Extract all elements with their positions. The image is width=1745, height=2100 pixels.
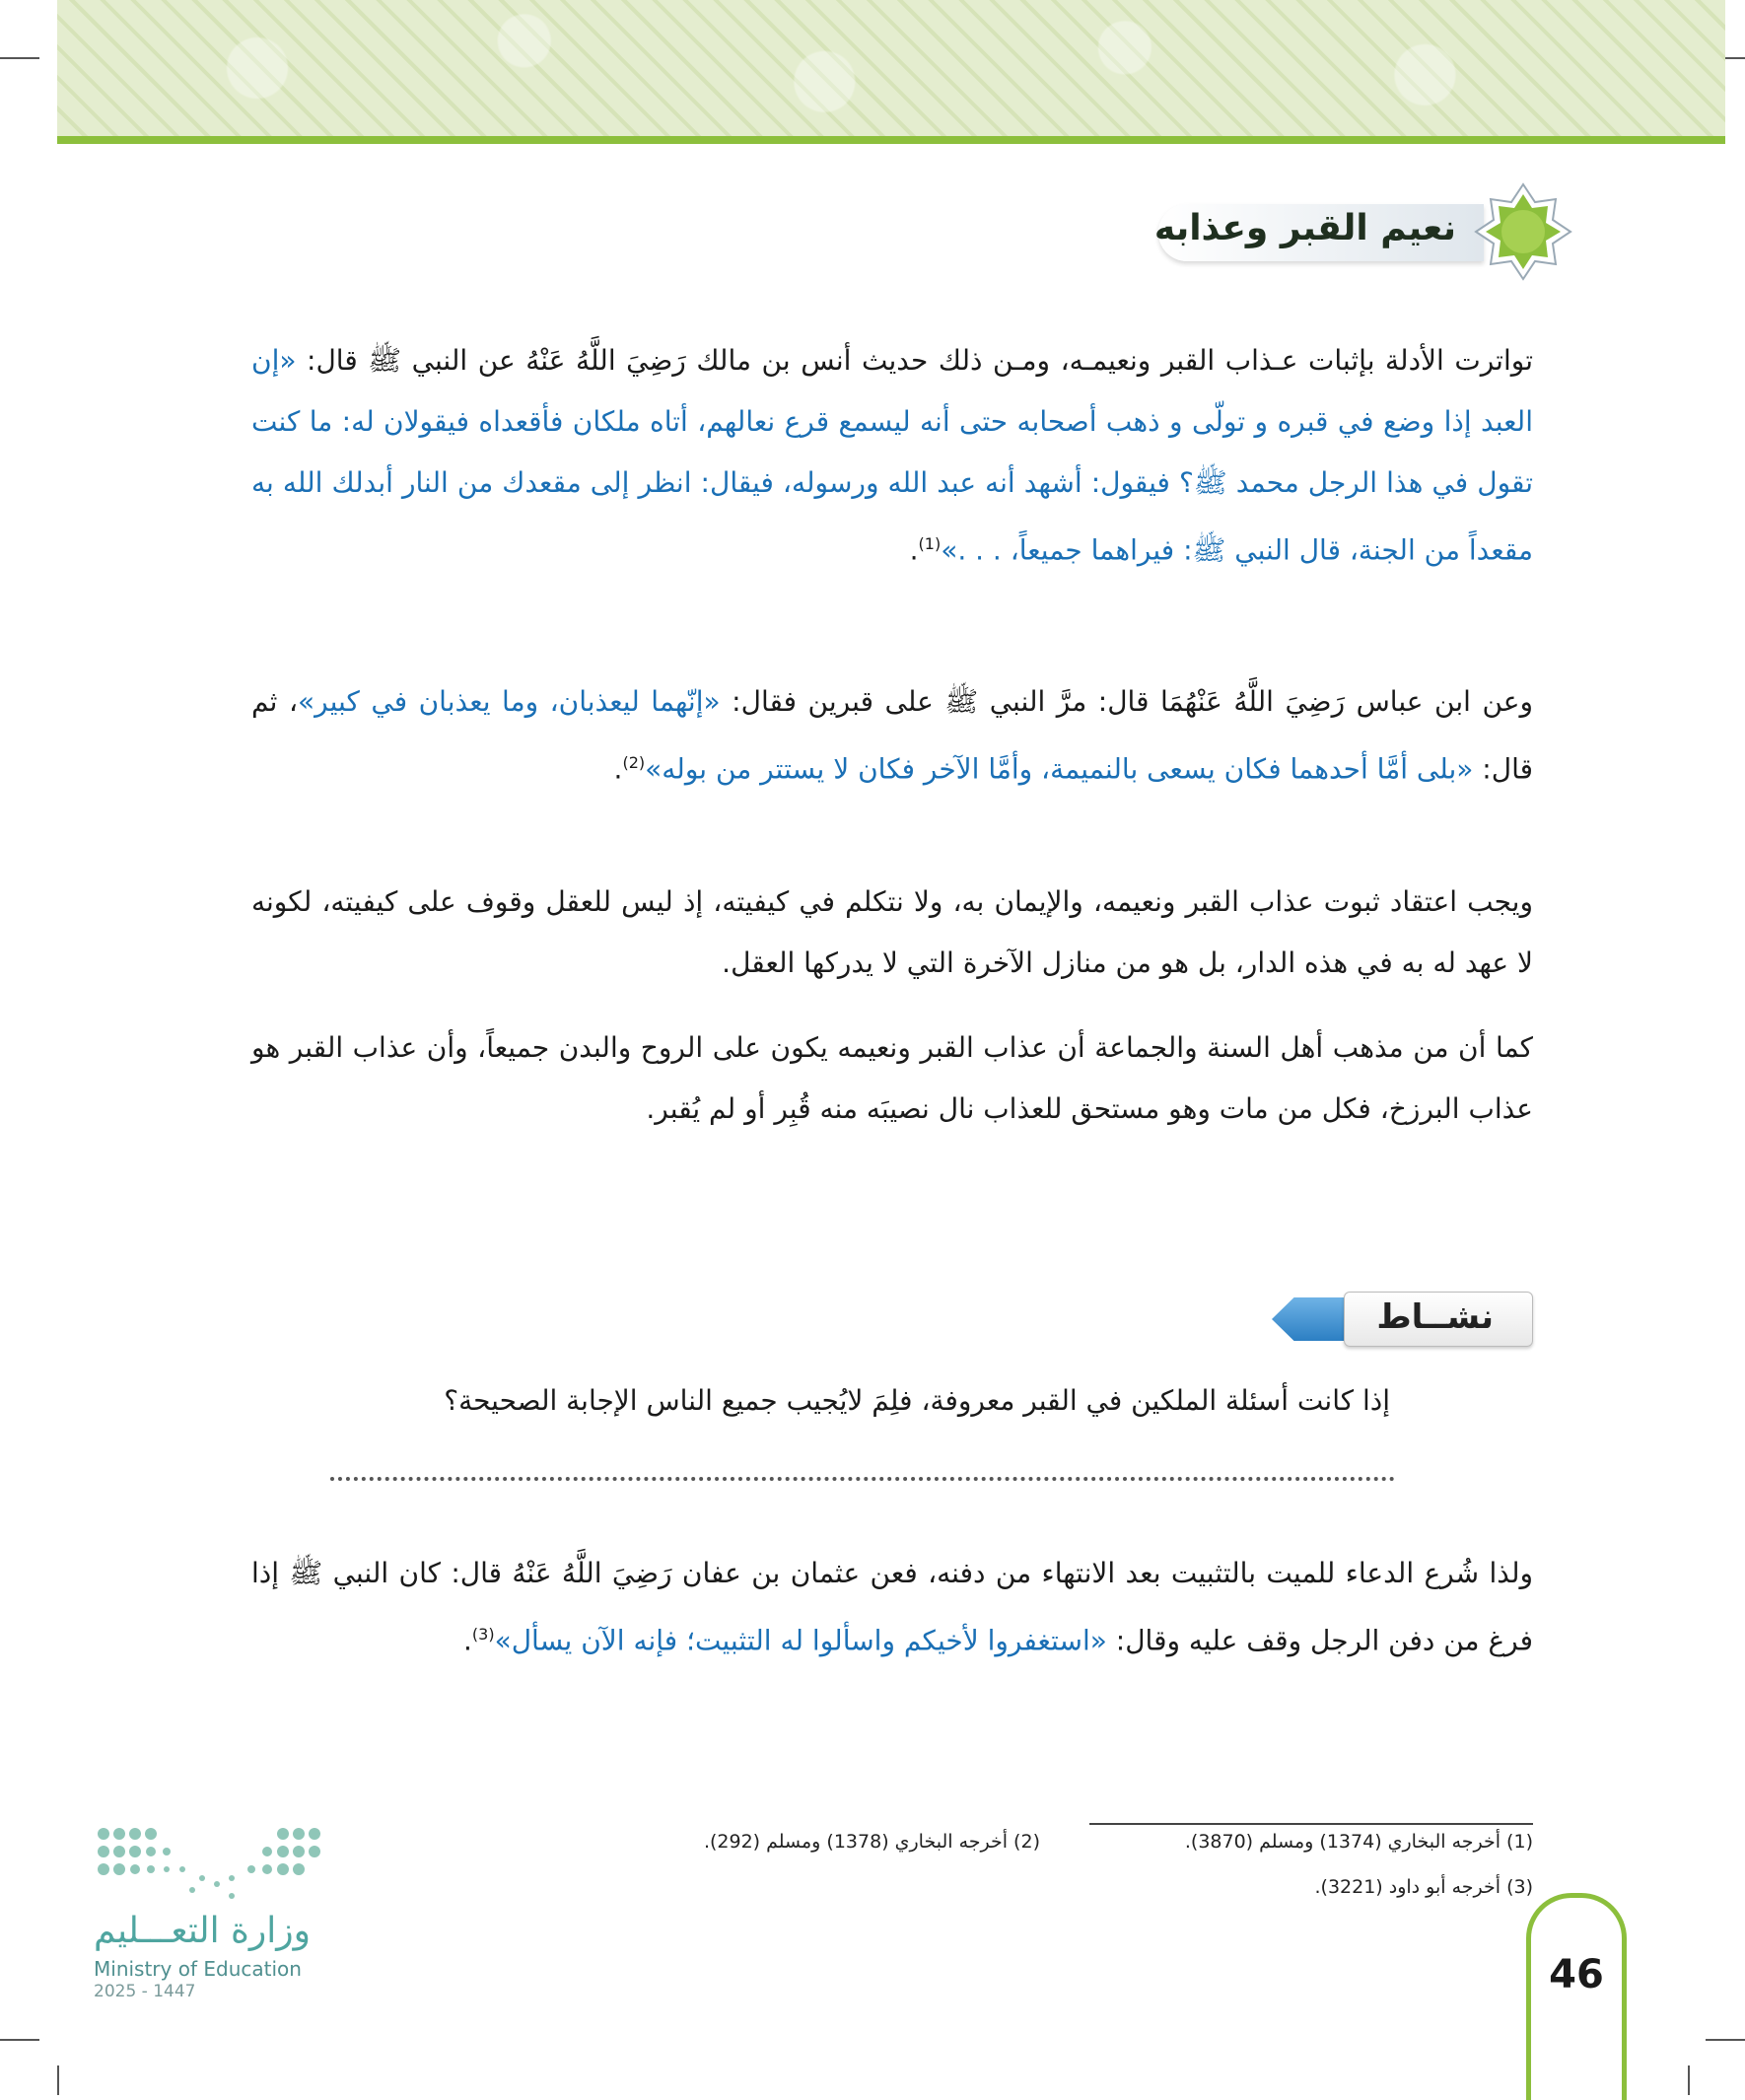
paragraph-text: ولذا شُرع الدعاء للميت بالتثبيت بعد الانتهاء من دفنه، فعن عثمان بن عفان رَضِيَ اللَّهُ عَنْهُ قال: كان النبي ﷺ إذا فرغ من دفن الرجل وقف عليه وقال: bbox=[251, 1557, 1533, 1657]
ministry-year: 2025 - 1447 bbox=[94, 1982, 196, 2001]
hadith-quote: «إن العبد إذا وضع في قبره و تولّى و ذهب أصحابه حتى أنه ليسمع قرع نعالهم، أتاه ملكان فأقعداه فيقولان له: ما كنت تقول في هذا الرجل محمد ﷺ؟ فيقول: أشهد أنه عبد الله ورسوله، فيقال: انظر إلى مقعدك من النار أبدلك الله به مقعداً من الجنة، قال النبي ﷺ: فيراهما جميعاً، . . .» bbox=[251, 344, 1533, 567]
hadith-quote: «إنّهما ليعذبان، وما يعذبان في كبير» bbox=[298, 685, 721, 718]
ministry-name-ar: وزارة التعـــليم bbox=[94, 1911, 312, 1951]
ministry-name-en: Ministry of Education bbox=[94, 1957, 302, 1981]
activity-label: نشــاط bbox=[1376, 1297, 1494, 1337]
paragraph-text: تواترت الأدلة بإثبات عـذاب القبر ونعيمـه، ومـن ذلك حديث أنس بن مالك رَضِيَ اللَّهُ عَنْهُ عن النبي ﷺ قال: bbox=[296, 344, 1533, 377]
paragraph-ibn-abbas-hadith bbox=[251, 671, 1533, 800]
activity-tab bbox=[1272, 1292, 1533, 1347]
page-number-tab bbox=[1526, 1893, 1627, 2100]
paragraph-belief: ويجب اعتقاد ثبوت عذاب القبر ونعيمه، والإيمان به، ولا نتكلم في كيفيته، إذ ليس للعقل وقوف على كيفيته، لكونه لا عهد له به في هذه الدار، بل هو من منازل الآخرة التي لا يدركها العقل. bbox=[251, 885, 1533, 979]
section-title-text: نعيم القبر وعذابه bbox=[1153, 208, 1456, 248]
paragraph-text: ، ثم قال: bbox=[251, 685, 1533, 786]
paragraph-end: . bbox=[462, 1624, 472, 1657]
hadith-quote: «استغفروا لأخيكم واسألوا له التثبيت؛ فإنه الآن يسأل» bbox=[494, 1624, 1107, 1657]
section-title bbox=[1153, 182, 1572, 281]
answer-line[interactable] bbox=[330, 1457, 1395, 1481]
footnote-ref: (1) bbox=[918, 534, 942, 553]
footnote-3: (3) أخرجه أبو داود (3221). bbox=[1314, 1876, 1533, 1898]
footnote-1: (1) أخرجه البخاري (1374) ومسلم (3870). bbox=[1184, 1831, 1533, 1853]
crop-mark bbox=[1706, 2039, 1745, 2041]
crop-mark bbox=[57, 2065, 59, 2095]
crop-mark bbox=[0, 2039, 39, 2041]
paragraph-end: . bbox=[909, 533, 919, 567]
paragraph-barzakh: كما أن من مذهب أهل السنة والجماعة أن عذاب القبر ونعيمه يكون على الروح والبدن جميعاً، وأن عذاب القبر هو عذاب البرزخ، فكل من مات وهو مستحق للعذاب نال نصيبَه منه قُبِر أو لم يُقبر. bbox=[251, 1031, 1533, 1125]
crop-mark bbox=[1688, 2065, 1690, 2095]
paragraph-uthman-hadith bbox=[251, 1543, 1533, 1671]
hadith-quote: «بلى أمَّا أحدهما فكان يسعى بالنميمة، وأمَّا الآخر فكان لا يستتر من بوله» bbox=[645, 752, 1474, 786]
page-number: 46 bbox=[1549, 1952, 1604, 1997]
footnote-divider bbox=[1089, 1823, 1533, 1825]
paragraph-end: . bbox=[613, 752, 623, 786]
ministry-logo-icon bbox=[94, 1819, 330, 1908]
header-banner bbox=[57, 0, 1725, 144]
activity-question: إذا كانت أسئلة الملكين في القبر معروفة، فلِمَ لايُجيب جميع الناس الإجابة الصحيحة؟ bbox=[444, 1384, 1390, 1417]
footnote-2: (2) أخرجه البخاري (1378) ومسلم (292). bbox=[703, 1831, 1040, 1853]
crop-mark bbox=[0, 57, 39, 59]
footnote-ref: (3) bbox=[471, 1625, 495, 1644]
octagram-badge-icon bbox=[1474, 182, 1572, 281]
footnote-ref: (2) bbox=[622, 753, 646, 772]
paragraph-anas-hadith bbox=[251, 330, 1533, 581]
paragraph-text: وعن ابن عباس رَضِيَ اللَّهُ عَنْهُمَا قال: مرَّ النبي ﷺ على قبرين فقال: bbox=[720, 685, 1534, 718]
